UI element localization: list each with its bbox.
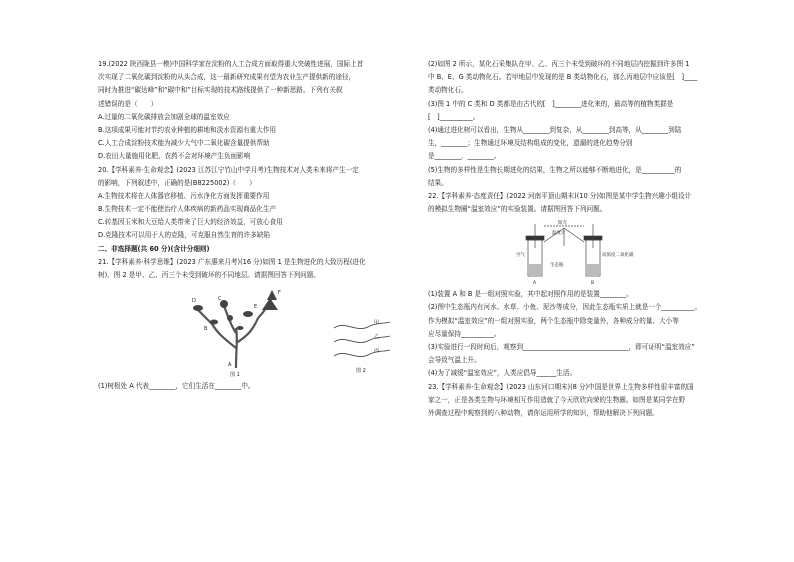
q22-sub-line: 应尽量保持__________。 <box>428 329 501 338</box>
label-air: 空气 <box>516 253 525 259</box>
stratum-label-jia: 甲 <box>374 320 380 327</box>
question-21 <box>98 256 410 282</box>
stratum-label-bing: 丙 <box>374 348 380 355</box>
tree-label-f: F <box>278 290 281 297</box>
tree-label-b: B <box>204 326 208 333</box>
q21-cont-line: (3)图 1 中的 C 类和 D 类都是由古代的[ ]________进化来的，最高等的植物类群是 <box>428 99 674 108</box>
question-23 <box>428 381 714 421</box>
label-thermometer: 温度计 <box>552 231 566 237</box>
q21-line: 树)，图 2 是甲、乙、丙三个未受到破坏的不同地层。请据图回答下列问题。 <box>98 271 320 279</box>
q21-cont-line: (2)如图 2 所示，某化石采集队在甲、乙、丙三个未受到破坏的不同地层内挖掘到许多图 1 <box>428 60 690 68</box>
figure2-caption: 图 2 <box>356 368 366 375</box>
q22-sub-line: 作为模拟“温室效应”的一组对照实验，两个生态瓶中除变量外，各种成分的量、大小等 <box>428 316 679 325</box>
greenhouse-experiment-figure <box>514 218 634 287</box>
figure-area-q21 <box>98 288 410 379</box>
q19-option-a: A.过量的二氧化碳排放会加剧全球的温室效应 <box>98 112 230 121</box>
right-column <box>428 58 714 420</box>
tree-label-e: E <box>254 304 258 311</box>
q19-option-b: B.这项成果可能对节约农业种植的耕地和淡水资源有重大作用 <box>98 125 277 134</box>
q21-cont-line: 结果。 <box>428 178 448 187</box>
strata-figure <box>330 288 400 376</box>
q22-line: 的模拟生物圈“温室效应”的实验装置。请据图回答下列问题。 <box>428 205 607 214</box>
q19-line: 述错误的是（ ） <box>98 99 158 108</box>
q23-line: 家之一，正是各类生物与环境相互作用造就了今天欣欣向荣的生物圈。如图是某同学在野 <box>428 395 686 404</box>
question-21-continued <box>428 58 714 190</box>
label-co2: 高浓度二氧化碳 <box>602 253 634 259</box>
q22-sub-line: (2)图中生态瓶内有河水、水草、小鱼、泥沙等成分，因此生态瓶实质上就是一个__________。 <box>428 303 702 312</box>
q21-cont-line: 中 B、E、G 类动物化石。若甲地层中发现的是 B 类动物化石，那么丙地层中应该是[ ]____ <box>428 73 698 82</box>
q20-option-b: B.生物技术一定不能使治疗人体疾病的新药品实现商品化生产 <box>98 205 277 214</box>
q20-line: 的影响，下列叙述中，正确的是(B8225002)（ ） <box>98 178 256 187</box>
q22-sub-line: (1)装置 A 和 B 是一组对照实验，其中起对照作用的是装置________。 <box>428 290 633 299</box>
q20-option-c: C.转基因玉米和大豆给人类带来了巨大的经济效益，可放心食用 <box>98 218 283 227</box>
q20-option-d: D.克隆技术可以用于人的克隆，可克服自然生育的许多缺陷 <box>98 231 271 240</box>
evolution-tree-figure <box>178 288 328 379</box>
q21-cont-line: [ ]__________。 <box>428 112 480 121</box>
q20-option-a: A.生物技术将在人体器官移植、污水净化方面发挥重要作用 <box>98 191 270 200</box>
q21-sub1: (1)树根处 A 代表________，它们生活在________中。 <box>98 382 255 391</box>
q21-cont-line: (4)通过进化树可以看出，生物从________到复杂，从________到高等，从________到陆 <box>428 125 682 134</box>
label-b: B <box>591 281 595 287</box>
q19-option-d: D.农田大量施用化肥、农药不会对环境产生负面影响 <box>98 152 251 161</box>
label-ecobottle: 生态瓶 <box>550 263 564 269</box>
q22-sub-line: (4)为了减缓“温室效应”，人类应倡导______生活。 <box>428 369 577 378</box>
tree-label-c: C <box>218 296 222 303</box>
q23-line: 外调查过程中观察到的八种动物，请你运用所学的知识，帮助他解决下列问题。 <box>428 408 659 417</box>
question-20 <box>98 164 410 243</box>
figure1-caption: 图 1 <box>230 372 240 379</box>
q21-cont-line: 类动物化石。 <box>428 86 468 95</box>
left-column <box>98 58 410 393</box>
q21-cont-line: 生，________；生物通过环境及结构组成的变化，遗漏的进化趋势分别 <box>428 139 633 148</box>
tree-label-d: D <box>192 298 196 305</box>
tree-label-a: A <box>228 362 232 369</box>
section-heading: 二、非选择题(共 60 分)(含计分细则) <box>98 244 210 253</box>
question-22 <box>428 190 714 381</box>
q21-cont-line: 是________，________。 <box>428 152 501 161</box>
q23-line: 23.【学科素养·生命观念】(2023 山东河口期末)(8 分)中国是世界上生物多样性很丰富的国 <box>428 382 694 391</box>
label-light: 阳光 <box>558 221 567 227</box>
q21-line: 21.【学科素养·科学思维】(2023 广东惠来月考)(16 分)如图 1 是生物进化的大致历程(进化 <box>98 257 366 266</box>
stratum-label-yi: 乙 <box>374 334 380 341</box>
figure-area-q22 <box>428 218 714 286</box>
q19-line: 19.(2022 陕西陇县一模)中国科学家在淀粉的人工合成方面取得重大突破性进展，国际上首 <box>98 60 364 68</box>
label-a: A <box>533 281 537 287</box>
q22-line: 22.【学科素养·态度责任】(2022 河南平顶山期末)(10 分)如图是某中学生物兴趣小组设计 <box>428 191 692 200</box>
q21-cont-line: (5)生物的多样性是生物长期进化的结果，生物之所以能够不断地进化，是__________的 <box>428 165 682 174</box>
q22-sub-line: 会导致气温上升。 <box>428 356 481 365</box>
q19-line: 同时为推进“碳达峰”和“碳中和”目标实现的技术路线提供了一种新思路。下列有关叙 <box>98 86 343 95</box>
q22-sub-line: (3)实验进行一段时间后，观察到________________________________，即可证明“温室效应” <box>428 343 695 351</box>
q19-line: 次实现了二氧化碳到淀粉的从头合成，这一最新研究成果有望为农业生产提供新的途径， <box>98 73 356 82</box>
q19-option-c: C.人工合成淀粉技术能为减少大气中二氧化碳含量提供帮助 <box>98 139 270 148</box>
q20-line: 20.【学科素养·生命观念】(2023 江苏江宁竹山中学月考)生物技术对人类未来将产生一定 <box>98 165 359 174</box>
question-19 <box>98 58 410 164</box>
